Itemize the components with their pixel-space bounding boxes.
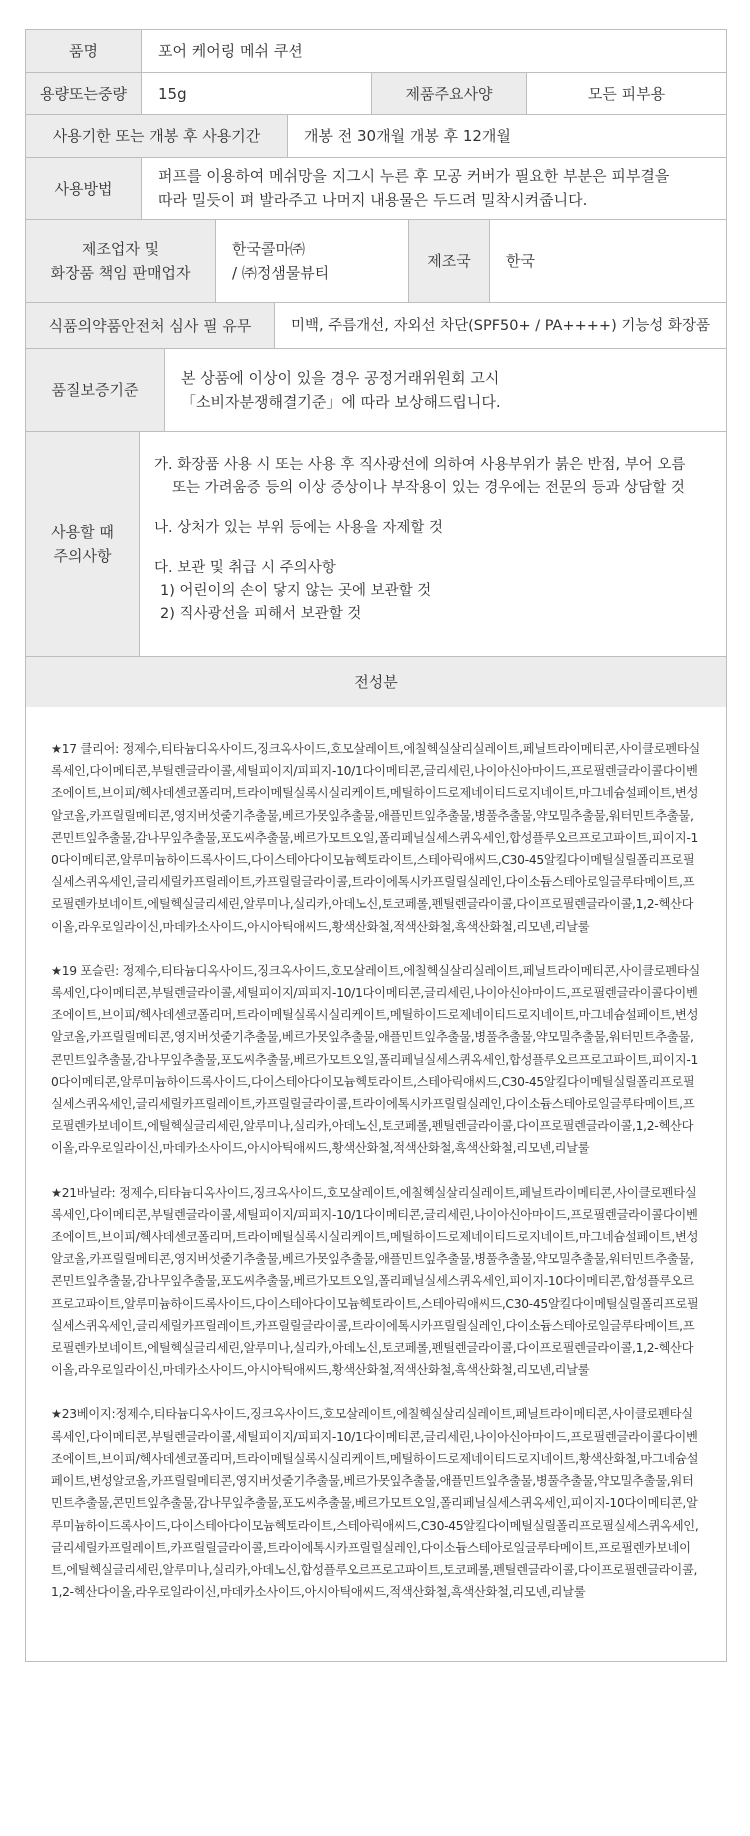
usage-line-2: 따라 밀듯이 펴 발라주고 나머지 내용물은 두드려 밀착시켜줍니다. — [158, 191, 588, 209]
ingredients-block-21: ★21바닐라: 정제수,티타늄디옥사이드,징크옥사이드,호모살레이트,에칠헥실살리실레이트,페닐트라이메티콘,사이클로펜타실록세인,다이메티콘,부틸렌글라이콜,세틸피이지/피피지-10/1다이메티콘,글리세린,나이아신아마이드,프로필렌글라이콜다이벤조에이트,브이피/헥사데센코폴리머,트라이메틸실록시실리케이트,메틸하이드로제네이티드로지네이트,마그네슘설페이트,변성알코올,카프릴릴메티콘,영지버섯줄기추출물,베르가못잎추출물,애플민트잎추출물,병풀추출물,약모밀추출물,워터민트추출물,콘민트잎추출물,감나무잎추출물,포도씨추출물,베르가모트오일,폴리페닐실세스퀴옥세인,피이지-10다이메티콘,합성플루오르프로고파이트,알루미늄하이드록사이드,다이스테아다이모늄헥토라이트,스테아릭애씨드,C30-45알킬다이메틸실릴폴리프로필실세스퀴옥세인,글리세릴카프릴레이트,카프릴릴글라이콜,트라이에톡시카프릴릴실레인,다이소듐스테아로일글루타메이트,프로필렌카보네이트,에틸헥실글리세린,알루미나,실리카,아데노신,토코페롤,펜틸렌글라이콜,다이프로필렌글라이콜,1,2-헥산다이올,라우로일라이신,마데카소사이드,아시아틱애씨드,황색산화철,적색산화철,흑색산화철,리모넨,리날룰 — [51, 1185, 699, 1378]
maker-value-line-1: 한국콜마㈜ — [232, 240, 305, 258]
caution-item-a-line-2: 또는 가려움증 등의 이상 증상이나 부작용이 있는 경우에는 전문의 등과 상담할 것 — [172, 480, 685, 496]
label-product-name: 품명 — [26, 30, 142, 72]
ingredients-title: 전성분 — [26, 657, 726, 707]
value-expiry: 개봉 전 30개월 개봉 후 12개월 — [304, 127, 511, 145]
row-expiry — [25, 114, 727, 157]
value-maker — [216, 220, 408, 302]
row-usage — [25, 157, 727, 219]
row-quality — [25, 348, 727, 431]
row-ingredients-header — [25, 656, 727, 706]
value-quality — [165, 349, 726, 431]
value-volume: 15g — [158, 84, 187, 103]
caution-item-c: 다. 보관 및 취급 시 주의사항 — [154, 560, 336, 576]
label-expiry: 사용기한 또는 개봉 후 사용기간 — [26, 115, 288, 157]
label-maker — [26, 220, 216, 302]
maker-label-line-1: 제조업자 및 — [81, 240, 160, 258]
maker-label-line-2: 화장품 책임 판매업자 — [50, 264, 191, 282]
quality-line-1: 본 상품에 이상이 있을 경우 공정거래위원회 고시 — [181, 369, 500, 387]
row-maker — [25, 219, 727, 302]
label-volume: 용량또는중량 — [26, 73, 142, 114]
caution-label-line-1: 사용할 때 — [51, 523, 114, 541]
label-spec: 제품주요사양 — [371, 73, 527, 114]
row-mfds — [25, 302, 727, 348]
label-country: 제조국 — [408, 220, 490, 302]
caution-item-b: 나. 상처가 있는 부위 등에는 사용을 자제할 것 — [154, 520, 443, 536]
caution-item-a-line-1: 가. 화장품 사용 시 또는 사용 후 직사광선에 의하여 사용부위가 붉은 반점, 부어 오름 — [154, 457, 686, 473]
label-caution — [26, 432, 140, 656]
label-usage: 사용방법 — [26, 158, 142, 219]
row-volume — [25, 72, 727, 114]
label-mfds: 식품의약품안전처 심사 필 유무 — [26, 303, 275, 348]
ingredients-block-17: ★17 클리어: 정제수,티타늄디옥사이드,징크옥사이드,호모살레이트,에칠헥실살리실레이트,페닐트라이메티콘,사이클로펜타실록세인,다이메티콘,부틸렌글라이콜,세틸피이지/피피지-10/1다이메티콘,글리세린,나이아신아마이드,프로필렌글라이콜다이벤조에이트,브이피/헥사데센코폴리머,트라이메틸실록시실리케이트,메틸하이드로제네이티드로지네이트,마그네슘설페이트,변성알코올,카프릴릴메티콘,영지버섯줄기추출물,베르가못잎추출물,애플민트잎추출물,병풀추출물,약모밀추출물,워터민트추출물,콘민트잎추출물,감나무잎추출물,포도씨추출물,베르가모트오일,폴리페닐실세스퀴옥세인,합성플루오르프로고파이트,피이지-10다이메티콘,알루미늄하이드록사이드,다이스테아다이모늄헥토라이트,스테아릭애씨드,C30-45알킬다이메틸실릴폴리프로필실세스퀴옥세인,글리세릴카프릴레이트,카프릴릴글라이콜,트라이에톡시카프릴릴실레인,다이소듐스테아로일글루타메이트,프로필렌카보네이트,에틸헥실글리세린,알루미나,실리카,아데노신,토코페롤,펜틸렌글라이콜,다이프로필렌글라이콜,1,2-헥산다이올,라우로일라이신,마데카소사이드,아시아틱애씨드,황색산화철,적색산화철,흑색산화철,리모넨,리날룰 — [51, 742, 701, 934]
value-caution — [140, 432, 726, 656]
value-country: 한국 — [506, 252, 535, 270]
quality-line-2: 「소비자분쟁해결기준」에 따라 보상해드립니다. — [181, 393, 501, 411]
usage-line-1: 퍼프를 이용하여 메쉬망을 지그시 누른 후 모공 커버가 필요한 부분은 피부결을 — [158, 167, 670, 185]
value-mfds: 미백, 주름개선, 자외선 차단(SPF50+ / PA++++) 기능성 화장품 — [290, 317, 710, 334]
maker-value-line-2: / ㈜정샘물뷰티 — [232, 264, 330, 282]
caution-label-line-2: 주의사항 — [53, 547, 112, 565]
label-quality: 품질보증기준 — [26, 349, 165, 431]
value-usage — [142, 158, 726, 219]
ingredients-block-19: ★19 포슬린: 정제수,티타늄디옥사이드,징크옥사이드,호모살레이트,에칠헥실살리실레이트,페닐트라이메티콘,사이클로펜타실록세인,다이메티콘,부틸렌글라이콜,세틸피이지/피피지-10/1다이메티콘,글리세린,나이아신아마이드,프로필렌글라이콜다이벤조에이트,브이피/헥사데센코폴리머,트라이메틸실록시실리케이트,메틸하이드로제네이티드로지네이트,마그네슘설페이트,변성알코올,카프릴릴메티콘,영지버섯줄기추출물,베르가못잎추출물,애플민트잎추출물,병풀추출물,약모밀추출물,워터민트추출물,콘민트잎추출물,감나무잎추출물,포도씨추출물,베르가모트오일,폴리페닐실세스퀴옥세인,합성플루오르프로고파이트,피이지-10다이메티콘,알루미늄하이드록사이드,다이스테아다이모늄헥토라이트,스테아릭애씨드,C30-45알킬다이메틸실릴폴리프로필실세스퀴옥세인,글리세릴카프릴레이트,카프릴릴글라이콜,트라이에톡시카프릴릴실레인,다이소듐스테아로일글루타메이트,프로필렌카보네이트,에틸헥실글리세린,알루미나,실리카,아데노신,토코페롤,펜틸렌글라이콜,다이프로필렌글라이콜,1,2-헥산다이올,라우로일라이신,마데카소사이드,아시아틱애씨드,황색산화철,적색산화철,흑색산화철,리모넨,리날룰 — [51, 963, 701, 1156]
row-product-name — [25, 29, 727, 72]
ingredients-block-23: ★23베이지:정제수,티타늄디옥사이드,징크옥사이드,호모살레이트,에칠헥실살리실레이트,페닐트라이메티콘,사이클로펜타실록세인,다이메티콘,부틸렌글라이콜,세틸피이지/피피지-10/1다이메티콘,글리세린,나이아신아마이드,프로필렌글라이콜다이벤조에이트,브이피/헥사데센코폴리머,트라이메틸실록시실리케이트,메틸하이드로제네이티드로지네이트,황색산화철,마그네슘설페이트,변성알코올,카프릴릴메티콘,영지버섯줄기추출물,베르가못잎추출물,애플민트잎추출물,병풀추출물,약모밀추출물,워터민트추출물,콘민트잎추출물,감나무잎추출물,포도씨추출물,베르가모트오일,폴리페닐실세스퀴옥세인,피이지-10다이메티콘,알루미늄하이드록사이드,다이스테아다이모늄헥토라이트,스테아릭애씨드,C30-45알킬다이메틸실릴폴리프로필실세스퀴옥세인,글리세릴카프릴레이트,카프릴릴글라이콜,트라이에톡시카프릴릴실레인,다이소듐스테아로일글루타메이트,프로필렌카보네이트,에틸헥실글리세린,알루미나,실리카,아데노신,합성플루오르프로고파이트,토코페롤,펜틸렌글라이콜,다이프로필렌글라이콜,1,2-헥산다이올,라우로일라이신,마데카소사이드,아시아틱애씨드,적색산화철,흑색산화철,리모넨,리날룰 — [51, 1407, 699, 1600]
ingredients-body — [25, 706, 727, 1662]
caution-item-c-1: 1) 어린이의 손이 닿지 않는 곳에 보관할 것 — [160, 583, 432, 599]
value-spec: 모든 피부용 — [587, 84, 666, 103]
product-info-table — [25, 29, 727, 1662]
caution-item-c-2: 2) 직사광선을 피해서 보관할 것 — [160, 606, 362, 622]
value-product-name: 포어 케어링 메쉬 쿠션 — [158, 42, 303, 60]
row-caution — [25, 431, 727, 656]
